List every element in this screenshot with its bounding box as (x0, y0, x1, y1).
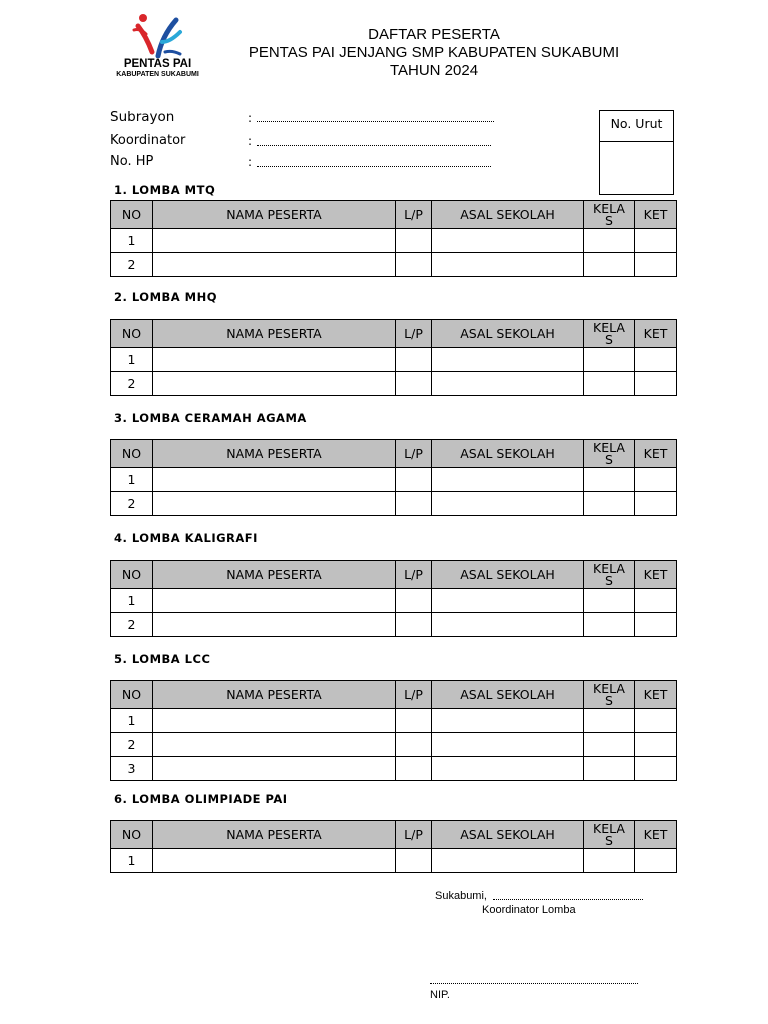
col-nama: NAMA PESERTA (153, 681, 396, 709)
nama-cell[interactable] (153, 348, 396, 372)
table-header-row (111, 201, 677, 229)
table-row (111, 348, 677, 372)
no-hp-field[interactable] (257, 166, 491, 167)
lp-cell[interactable] (396, 372, 432, 396)
lp-cell[interactable] (396, 229, 432, 253)
col-ket: KET (635, 440, 677, 468)
ket-cell[interactable] (635, 733, 677, 757)
participant-table-mtq (110, 200, 677, 277)
col-ket: KET (635, 681, 677, 709)
asal-cell[interactable] (432, 492, 584, 516)
no-urut-box (599, 110, 674, 195)
ket-cell[interactable] (635, 613, 677, 637)
kelas-cell[interactable] (584, 849, 635, 873)
nama-cell[interactable] (153, 589, 396, 613)
asal-cell[interactable] (432, 372, 584, 396)
participant-table-ceramah (110, 439, 677, 516)
table-row (111, 468, 677, 492)
ket-cell[interactable] (635, 492, 677, 516)
lp-cell[interactable] (396, 733, 432, 757)
ket-cell[interactable] (635, 348, 677, 372)
kelas-cell[interactable] (584, 492, 635, 516)
signature-date-field[interactable] (493, 899, 643, 900)
col-ket: KET (635, 201, 677, 229)
col-nama: NAMA PESERTA (153, 440, 396, 468)
signature-place: Sukabumi, (435, 890, 487, 902)
col-nama: NAMA PESERTA (153, 201, 396, 229)
section-title: 2. LOMBA MHQ (114, 290, 218, 304)
participant-table-kaligrafi (110, 560, 677, 637)
table-row (111, 709, 677, 733)
col-no: NO (111, 821, 153, 849)
table-row (111, 757, 677, 781)
col-asal: ASAL SEKOLAH (432, 201, 584, 229)
ket-cell[interactable] (635, 229, 677, 253)
logo-subtitle: KABUPATEN SUKABUMI (116, 71, 199, 78)
col-lp: L/P (396, 821, 432, 849)
col-kelas: KELA S (584, 681, 635, 709)
row-number: 2 (111, 253, 153, 277)
col-asal: ASAL SEKOLAH (432, 320, 584, 348)
col-lp: L/P (396, 561, 432, 589)
doc-year: TAHUN 2024 (389, 62, 479, 79)
table-header-row (111, 681, 677, 709)
asal-cell[interactable] (432, 348, 584, 372)
asal-cell[interactable] (432, 229, 584, 253)
col-kelas: KELA S (584, 440, 635, 468)
section-title: 1. LOMBA MTQ (114, 183, 216, 197)
kelas-cell[interactable] (584, 468, 635, 492)
lp-cell[interactable] (396, 492, 432, 516)
nama-cell[interactable] (153, 229, 396, 253)
table-row (111, 849, 677, 873)
ket-cell[interactable] (635, 589, 677, 613)
nama-cell[interactable] (153, 709, 396, 733)
ket-cell[interactable] (635, 709, 677, 733)
table-row (111, 492, 677, 516)
kelas-cell[interactable] (584, 253, 635, 277)
asal-cell[interactable] (432, 757, 584, 781)
col-no: NO (111, 201, 153, 229)
col-kelas: KELA S (584, 201, 635, 229)
col-lp: L/P (396, 201, 432, 229)
kelas-cell[interactable] (584, 348, 635, 372)
asal-cell[interactable] (432, 613, 584, 637)
kelas-cell[interactable] (584, 733, 635, 757)
logo-title: PENTAS PAI (123, 58, 192, 70)
col-ket: KET (635, 320, 677, 348)
row-number: 1 (111, 229, 153, 253)
table-header-row (111, 440, 677, 468)
row-number: 2 (111, 492, 153, 516)
col-no: NO (111, 440, 153, 468)
kelas-cell[interactable] (584, 757, 635, 781)
nama-cell[interactable] (153, 733, 396, 757)
col-nama: NAMA PESERTA (153, 320, 396, 348)
asal-cell[interactable] (432, 709, 584, 733)
asal-cell[interactable] (432, 733, 584, 757)
ket-cell[interactable] (635, 849, 677, 873)
koordinator-label: Koordinator (110, 133, 186, 148)
subrayon-label: Subrayon (110, 109, 175, 125)
pentas-pai-logo-icon (110, 12, 205, 58)
signature-nip: NIP. (430, 989, 450, 1001)
col-no: NO (111, 320, 153, 348)
lp-cell[interactable] (396, 613, 432, 637)
doc-subtitle: PENTAS PAI JENJANG SMP KABUPATEN SUKABUMI (248, 44, 620, 61)
asal-cell[interactable] (432, 589, 584, 613)
table-row (111, 589, 677, 613)
lp-cell[interactable] (396, 589, 432, 613)
row-number: 1 (111, 348, 153, 372)
section-title: 4. LOMBA KALIGRAFI (114, 531, 258, 545)
row-number: 2 (111, 733, 153, 757)
kelas-cell[interactable] (584, 589, 635, 613)
row-number: 1 (111, 849, 153, 873)
ket-cell[interactable] (635, 372, 677, 396)
no-urut-label: No. Urut (600, 111, 673, 142)
participant-table-olimpiade (110, 820, 677, 873)
asal-cell[interactable] (432, 849, 584, 873)
nama-cell[interactable] (153, 757, 396, 781)
koordinator-field[interactable] (257, 145, 491, 146)
ket-cell[interactable] (635, 253, 677, 277)
table-row (111, 229, 677, 253)
ket-cell[interactable] (635, 468, 677, 492)
nama-cell[interactable] (153, 849, 396, 873)
col-kelas: KELA S (584, 821, 635, 849)
table-row (111, 372, 677, 396)
nama-cell[interactable] (153, 468, 396, 492)
col-no: NO (111, 561, 153, 589)
asal-cell[interactable] (432, 253, 584, 277)
ket-cell[interactable] (635, 757, 677, 781)
kelas-cell[interactable] (584, 709, 635, 733)
signature-role: Koordinator Lomba (482, 904, 576, 916)
lp-cell[interactable] (396, 348, 432, 372)
nama-cell[interactable] (153, 253, 396, 277)
col-kelas: KELA S (584, 561, 635, 589)
table-header-row (111, 320, 677, 348)
lp-cell[interactable] (396, 253, 432, 277)
lp-cell[interactable] (396, 709, 432, 733)
subrayon-field[interactable] (257, 121, 494, 122)
col-ket: KET (635, 821, 677, 849)
participant-table-lcc (110, 680, 677, 781)
col-lp: L/P (396, 681, 432, 709)
col-asal: ASAL SEKOLAH (432, 681, 584, 709)
col-no: NO (111, 681, 153, 709)
section-title: 6. LOMBA OLIMPIADE PAI (114, 792, 288, 806)
subrayon-colon: : (248, 111, 253, 125)
row-number: 2 (111, 372, 153, 396)
lp-cell[interactable] (396, 468, 432, 492)
row-number: 1 (111, 709, 153, 733)
col-asal: ASAL SEKOLAH (432, 440, 584, 468)
col-lp: L/P (396, 440, 432, 468)
kelas-cell[interactable] (584, 372, 635, 396)
nama-cell[interactable] (153, 372, 396, 396)
pentas-pai-logo (110, 12, 205, 82)
nama-cell[interactable] (153, 613, 396, 637)
row-number: 1 (111, 468, 153, 492)
table-row (111, 613, 677, 637)
participant-table-mhq (110, 319, 677, 396)
col-nama: NAMA PESERTA (153, 821, 396, 849)
kelas-cell[interactable] (584, 229, 635, 253)
koordinator-colon: : (248, 134, 253, 148)
table-header-row (111, 561, 677, 589)
no-hp-label: No. HP (110, 154, 154, 169)
col-ket: KET (635, 561, 677, 589)
row-number: 1 (111, 589, 153, 613)
section-title: 5. LOMBA LCC (114, 652, 211, 666)
kelas-cell[interactable] (584, 613, 635, 637)
lp-cell[interactable] (396, 757, 432, 781)
col-lp: L/P (396, 320, 432, 348)
section-title: 3. LOMBA CERAMAH AGAMA (114, 411, 307, 425)
table-row (111, 733, 677, 757)
lp-cell[interactable] (396, 849, 432, 873)
col-asal: ASAL SEKOLAH (432, 561, 584, 589)
signature-name-line[interactable] (430, 983, 638, 984)
col-asal: ASAL SEKOLAH (432, 821, 584, 849)
table-row (111, 253, 677, 277)
table-header-row (111, 821, 677, 849)
row-number: 2 (111, 613, 153, 637)
col-kelas: KELA S (584, 320, 635, 348)
nama-cell[interactable] (153, 492, 396, 516)
asal-cell[interactable] (432, 468, 584, 492)
col-nama: NAMA PESERTA (153, 561, 396, 589)
row-number: 3 (111, 757, 153, 781)
no-hp-colon: : (248, 155, 253, 169)
doc-title: DAFTAR PESERTA (368, 26, 500, 43)
